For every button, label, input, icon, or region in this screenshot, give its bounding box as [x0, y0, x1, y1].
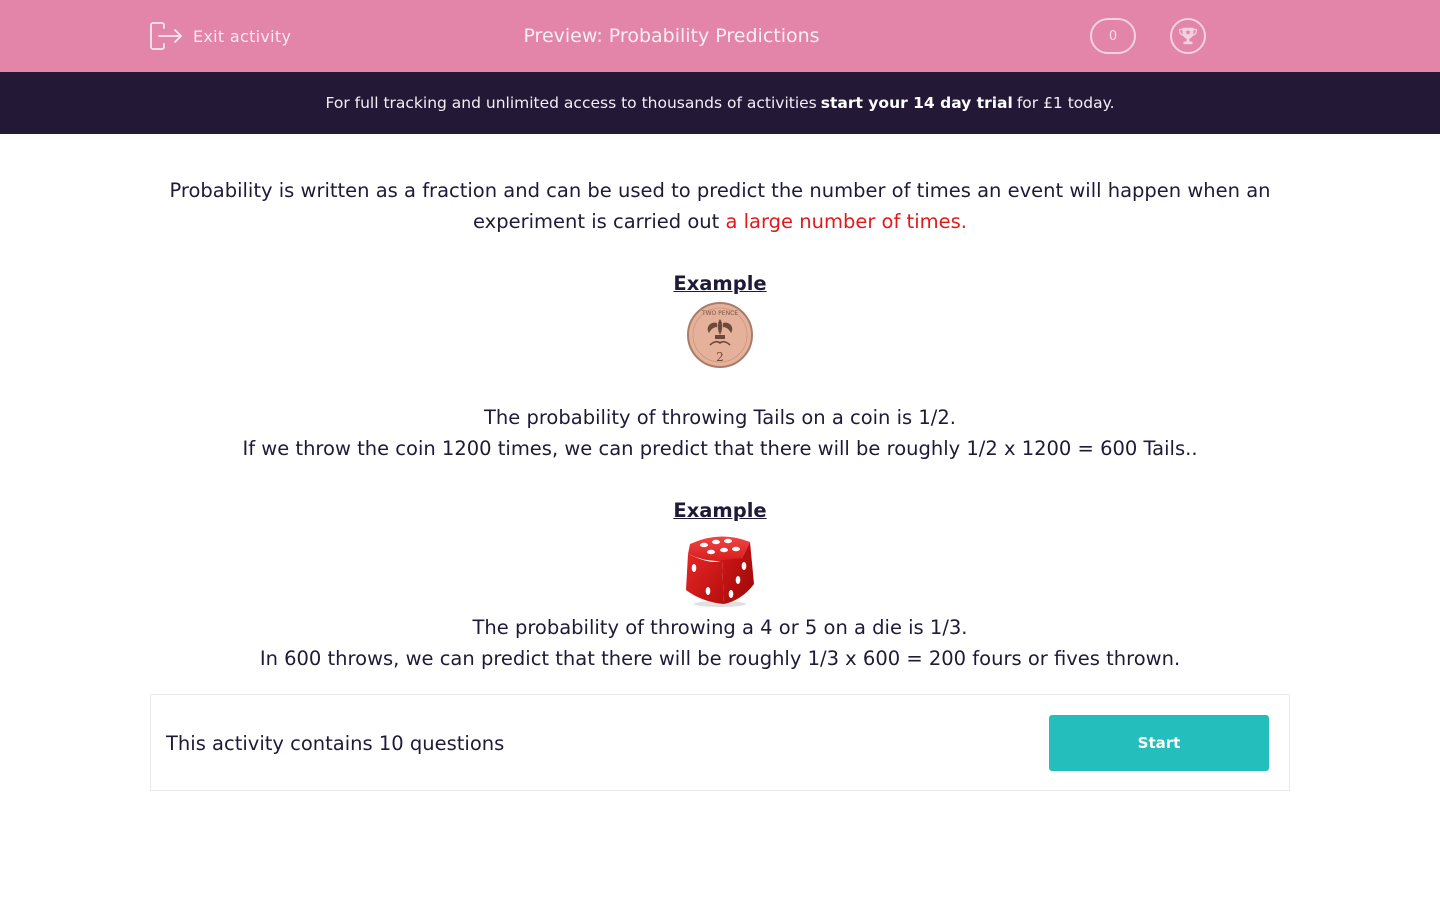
example-heading: Example	[673, 499, 767, 522]
exit-activity-label: Exit activity	[193, 26, 292, 46]
top-bar	[0, 0, 1440, 72]
example-2-line-1: The probability of throwing a 4 or 5 on a die is 1/3.	[472, 616, 968, 639]
activity-card	[150, 694, 1290, 791]
question-count-text: This activity contains 10 questions	[166, 732, 505, 755]
example-1-line-1: The probability of throwing Tails on a coin is 1/2.	[484, 406, 956, 429]
banner-text: For full tracking and unlimited access to thousands of activities	[325, 94, 817, 112]
example-2-line-2: In 600 throws, we can predict that there will be roughly 1/3 x 600 = 200 fours or fives thrown.	[259, 647, 1181, 670]
intro-highlight: a large number of times.	[725, 210, 967, 233]
banner-text-after: for £1 today.	[1016, 94, 1115, 112]
trial-banner	[0, 72, 1440, 134]
page-title: Preview: Probability Predictions	[523, 25, 820, 47]
intro-paragraph: Probability is written as a fraction and can be used to predict the number of times an event will happen when an experiment is carried out a large number of times.	[169, 179, 1271, 233]
trophy-button[interactable]	[1170, 18, 1206, 54]
start-button[interactable]: Start	[1049, 715, 1269, 771]
intro-content	[150, 175, 1290, 674]
example-heading: Example	[673, 272, 767, 295]
svg-text:TWO PENCE: TWO PENCE	[701, 310, 739, 317]
svg-text:2: 2	[716, 350, 724, 364]
example-1-line-2: If we throw the coin 1200 times, we can predict that there will be roughly 1/2 x 1200 = 600 Tails..	[242, 437, 1198, 460]
score-badge: 0	[1090, 18, 1136, 54]
two-pence-coin-image	[686, 301, 754, 369]
trial-link[interactable]: start your 14 day trial	[820, 94, 1013, 112]
red-die-image	[680, 528, 760, 608]
trophy-icon	[1177, 25, 1199, 47]
